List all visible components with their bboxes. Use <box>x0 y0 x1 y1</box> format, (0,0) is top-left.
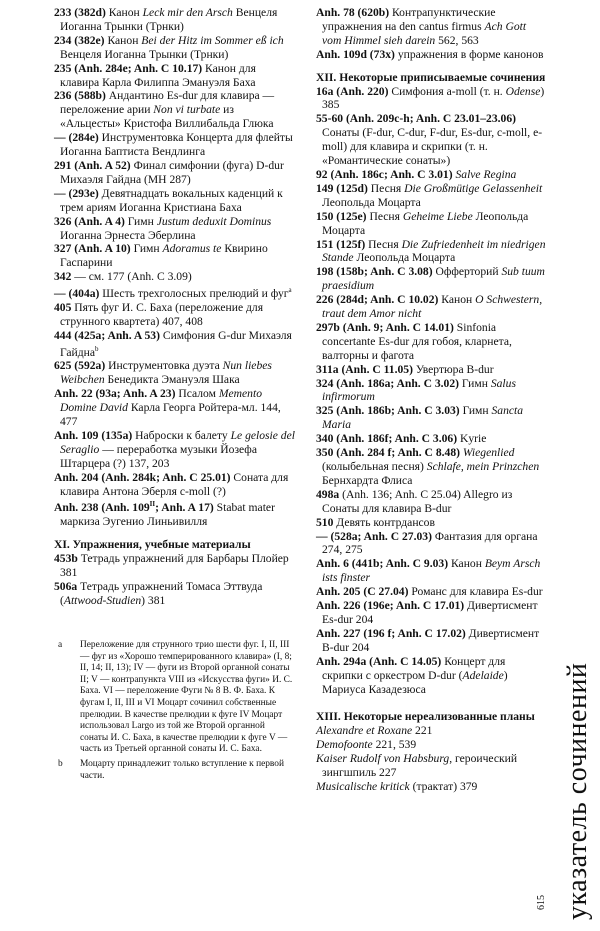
index-entry: Musicalische kritick (трактат) 379 <box>316 779 478 793</box>
entry-number: 233 (382d) <box>54 6 106 19</box>
index-entry: Anh. 22 (93a; Anh. A 23) Псалом Memento Domine David Карла Георга Ройтера-мл. 144, 477 <box>54 387 281 428</box>
index-entry: — (528a; Anh. C 27.03) Фантазия для органа 274, 275 <box>316 529 538 557</box>
left-column <box>54 6 297 608</box>
right-column <box>316 6 546 794</box>
index-entry: 236 (588b) Андантино Es-dur для клавира — переложение арии Non vi turbate из «Альцесты» Кристофа Виллибальда Глюка <box>54 89 275 131</box>
entry-number: Anh. 205 (C 27.04) <box>316 585 409 599</box>
side-title: указатель сочинений <box>562 662 593 920</box>
index-entry: 405 Пять фуг И. С. Баха (переложение для струнного квартета) 407, 408 <box>54 300 264 328</box>
page-number: 615 <box>536 895 547 910</box>
entry-number: 453b <box>54 552 78 566</box>
entry-number: 234 (382e) <box>54 33 105 47</box>
entry-number: 340 (Anh. 186f; Anh. C 3.06) <box>316 432 458 446</box>
index-entry: 327 (Anh. A 10) Гимн Adoramus te Квирино Гаспарини <box>54 242 268 270</box>
index-entry: 235 (Anh. 284e; Anh. C 10.17) Канон для клавира Карла Филиппа Эмануэля Баха <box>54 61 256 89</box>
index-entry: 233 (382d) Канон Leck mir den Arsch Венцеля Иоганна Трынки (Трнки) <box>54 6 278 33</box>
entry-number: 327 (Anh. A 10) <box>54 242 131 256</box>
entry-number: 55-60 (Anh. 209c-h; Anh. C 23.01–23.06) <box>316 112 517 126</box>
entry-number: Anh. 109d (73x) <box>316 47 395 61</box>
index-entry: Anh. 226 (196e; Anh. C 17.01) Дивертисмент Es-dur 204 <box>316 599 538 626</box>
entry-number: 149 (125d) <box>316 181 368 195</box>
index-entry: Anh. 294a (Anh. C 14.05) Концерт для скрипки с оркестром D-dur (Adelaide) Мариуса Казадезюса <box>316 654 508 696</box>
entry-number: 235 (Anh. 284e; Anh. C 10.17) <box>54 61 203 75</box>
index-entry: 498a (Anh. 136; Anh. C 25.04) Allegro из Сонаты для клавира B-dur <box>316 487 513 515</box>
entry-number: Anh. 6 (441b; Anh. C 9.03) <box>316 557 449 571</box>
index-entry: 342 — см. 177 (Anh. C 3.09) <box>54 270 192 284</box>
footnote <box>58 640 293 756</box>
section-xii-entries <box>316 85 546 697</box>
index-entry: Anh. 227 (196 f; Anh. C 17.02) Дивертисмент B-dur 204 <box>316 626 540 654</box>
footnote-label: b <box>58 758 63 769</box>
entry-number: Anh. 78 (620b) <box>316 6 390 19</box>
entry-number: Anh. 22 (93a; Anh. A 23) <box>54 387 176 401</box>
index-entry: Anh. 238 (Anh. $109^{II}$; Anh. A 17) Stabat mater маркиза Эугенио Линьивилля <box>54 500 275 529</box>
index-entry: 340 (Anh. 186f; Anh. C 3.06) Kyrie <box>316 432 487 446</box>
index-entry: — (293e) Девятнадцать вокальных каденций к трем ариям Иоганна Кристиана Баха <box>54 186 283 214</box>
entry-number: 151 (125f) <box>316 237 366 251</box>
footnotes <box>58 640 293 785</box>
footnote <box>58 759 293 782</box>
index-entry: 151 (125f) Песня Die Zufriedenheit im niedrigen Stande Леопольда Моцарта <box>316 237 546 265</box>
entry-number: 510 <box>316 515 334 529</box>
section-heading-xiii: XIII. Некоторые нереализованные планы <box>316 710 535 724</box>
entry-number: — (293e) <box>54 186 99 200</box>
index-entry: 55-60 (Anh. 209c-h; Anh. C 23.01–23.06) Сонаты (F-dur, C-dur, F-dur, Es-dur, c-moll, e-moll) для клавира и скрипки (т. н. «Романтические сонаты») <box>316 112 543 168</box>
index-entry: 234 (382e) Канон Bei der Hitz im Sommer eß ich Венцеля Иоганна Трынки (Трнки) <box>54 33 284 61</box>
index-entry: 326 (Anh. A 4) Гимн Justum deduxit Dominus Иоганна Эрнеста Эберлина <box>54 214 272 242</box>
index-entry: — (284e) Инструментовка Концерта для флейты Иоганна Баптиста Вендлинга <box>54 131 293 159</box>
entry-number: Anh. 109 (135a) <box>54 428 133 442</box>
index-entry: 198 (158b; Anh. C 3.08) Офферторий Sub tuum praesidium <box>316 265 545 293</box>
index-entry: 291 (Anh. A 52) Финал симфонии (фуга) D-dur Михаэля Гайдна (МН 287) <box>54 158 284 186</box>
index-entry: Anh. 6 (441b; Anh. C 9.03) Канон Beym Arsch ists finster <box>316 557 541 585</box>
entry-number: 625 (592a) <box>54 359 106 373</box>
entry-number: 342 <box>54 270 72 284</box>
entry-number: Anh. 226 (196e; Anh. C 17.01) <box>316 599 465 613</box>
entry-number: 198 (158b; Anh. C 3.08) <box>316 265 433 279</box>
entry-number: 350 (Anh. 284 f; Anh. C 8.48) <box>316 446 460 460</box>
index-entry: 297b (Anh. 9; Anh. C 14.01) Sinfonia concertante Es-dur для гобоя, кларнета, валторны и фагота <box>316 320 512 362</box>
index-entry: Kaiser Rudolf von Habsburg, героический зингшпиль 227 <box>316 752 518 780</box>
entry-number: 16a (Anh. 220) <box>316 84 389 98</box>
index-entry: 150 (125e) Песня Geheime Liebe Леопольда Моцарта <box>316 209 529 237</box>
index-entry: Anh. 204 (Anh. 284k; Anh. C 25.01) Соната для клавира Антона Эберля c-moll (?) <box>54 470 289 498</box>
entry-number: — (528a; Anh. C 27.03) <box>316 529 432 543</box>
entry-number: — (284e) <box>54 131 99 145</box>
index-entry: 510 Девять контрдансов <box>316 515 435 529</box>
footnote-label: a <box>58 640 63 650</box>
index-entry: 444 (425a; Anh. A 53) Симфония G-dur Михаэля Гайдна$^b$ <box>54 328 292 359</box>
entry-number: 325 (Anh. 186b; Anh. C 3.03) <box>316 404 460 418</box>
footnote-text: Моцарту принадлежит только вступление к первой части. <box>80 758 285 781</box>
entry-number: 311a (Anh. C 11.05) <box>316 362 413 376</box>
entry-number: 150 (125e) <box>316 209 367 223</box>
entry-number: — (404a) <box>54 286 100 300</box>
index-entry: 16a (Anh. 220) Симфония a-moll (т. н. Odense) 385 <box>316 84 545 112</box>
entry-number: Anh. 238 (Anh. $109^{II}$; Anh. A 17) <box>54 500 214 515</box>
entry-number: 498a <box>316 487 340 501</box>
index-entry: 311a (Anh. C 11.05) Увертюра B-dur <box>316 362 494 376</box>
footnote-text: Переложение для струнного трио шести фуг. I, II, III — фуг из «Хорошо темперированного клавира» (I, 8; II, 14; II, 13); IV — фуги из Второй органной сонаты II; V — контрапункта VIII из «Искусства фуги» И. С. Баха. VI — переложение Фуги № 8 В. Ф. Баха. К фугам I, II, III и VI Моцарт сочинил собственные прелюдии. В качестве прелюдии к фуге IV Моцарт использовал Largo из той же Второй органной сонаты И. С. Баха, в качестве прелюдии к фуге V — часть из Третьей органной сонаты И. С. Баха. <box>80 640 293 755</box>
section-heading-xii: XII. Некоторые приписываемые сочинения <box>316 70 546 84</box>
entry-number: 444 (425a; Anh. A 53) <box>54 328 160 342</box>
entry-number: 324 (Anh. 186a; Anh. C 3.02) <box>316 376 460 390</box>
entry-number: Anh. 204 (Anh. 284k; Anh. C 25.01) <box>54 470 231 484</box>
section-xiii-entries <box>316 724 546 794</box>
entry-number: 506a <box>54 579 78 593</box>
index-entry: 506a Тетрадь упражнений Томаса Эттвуда (Attwood-Studien) 381 <box>54 579 263 607</box>
entry-number: 326 (Anh. A 4) <box>54 214 125 228</box>
entry-number: Anh. 227 (196 f; Anh. C 17.02) <box>316 626 466 640</box>
index-entry: Anh. 109 (135a) Наброски к балету Le gelosie del Seraglio — переработка музыки Йозефа Штарцера (?) 137, 203 <box>54 428 295 470</box>
left-entries <box>54 6 297 529</box>
index-entry: 350 (Anh. 284 f; Anh. C 8.48) Wiegenlied (колыбельная песня) Schlafe, mein Prinzchen Бернхардта Флиса <box>316 446 540 487</box>
index-entry: 325 (Anh. 186b; Anh. C 3.03) Гимн Sancta Maria <box>316 404 524 432</box>
entry-number: 226 (284d; Anh. C 10.02) <box>316 293 439 307</box>
right-entries <box>316 6 546 62</box>
index-entry: 92 (Anh. 186c; Anh. C 3.01) Salve Regina <box>316 167 517 181</box>
index-entry: Anh. 205 (C 27.04) Романс для клавира Es-dur <box>316 585 543 599</box>
entry-number: 92 (Anh. 186c; Anh. C 3.01) <box>316 167 453 181</box>
index-entry: 625 (592a) Инструментовка дуэта Nun liebes Weibchen Бенедикта Эмануэля Шака <box>54 359 272 387</box>
entry-number: 405 <box>54 300 72 314</box>
index-entry: Alexandre et Roxane 221 <box>316 724 433 738</box>
section-xi-entries <box>54 552 297 608</box>
index-entry: Demofoonte 221, 539 <box>316 738 417 752</box>
index-entry: Anh. 109d (73x) упражнения в форме канонов <box>316 47 544 61</box>
index-entry: Anh. 78 (620b) Контрапунктические упражнения на den cantus firmus Ach Gott vom Himmel sieh darein 562, 563 <box>316 6 527 47</box>
index-entry: 324 (Anh. 186a; Anh. C 3.02) Гимн Salus infirmorum <box>316 376 516 404</box>
entry-number: 236 (588b) <box>54 89 106 103</box>
index-entry: 453b Тетрадь упражнений для Барбары Плойер 381 <box>54 552 289 579</box>
index-entry: — (404a) Шесть трехголосных прелюдий и фуг$^a$ <box>54 286 292 300</box>
entry-number: 291 (Anh. A 52) <box>54 158 131 172</box>
section-heading-xi: XI. Упражнения, учебные материалы <box>54 538 251 552</box>
index-entry: 226 (284d; Anh. C 10.02) Канон O Schwestern, traut dem Amor nicht <box>316 293 543 321</box>
index-entry: 149 (125d) Песня Die Großmütige Gelassenheit Леопольда Моцарта <box>316 181 543 209</box>
entry-number: Anh. 294a (Anh. C 14.05) <box>316 654 442 668</box>
entry-number: 297b (Anh. 9; Anh. C 14.01) <box>316 320 454 334</box>
